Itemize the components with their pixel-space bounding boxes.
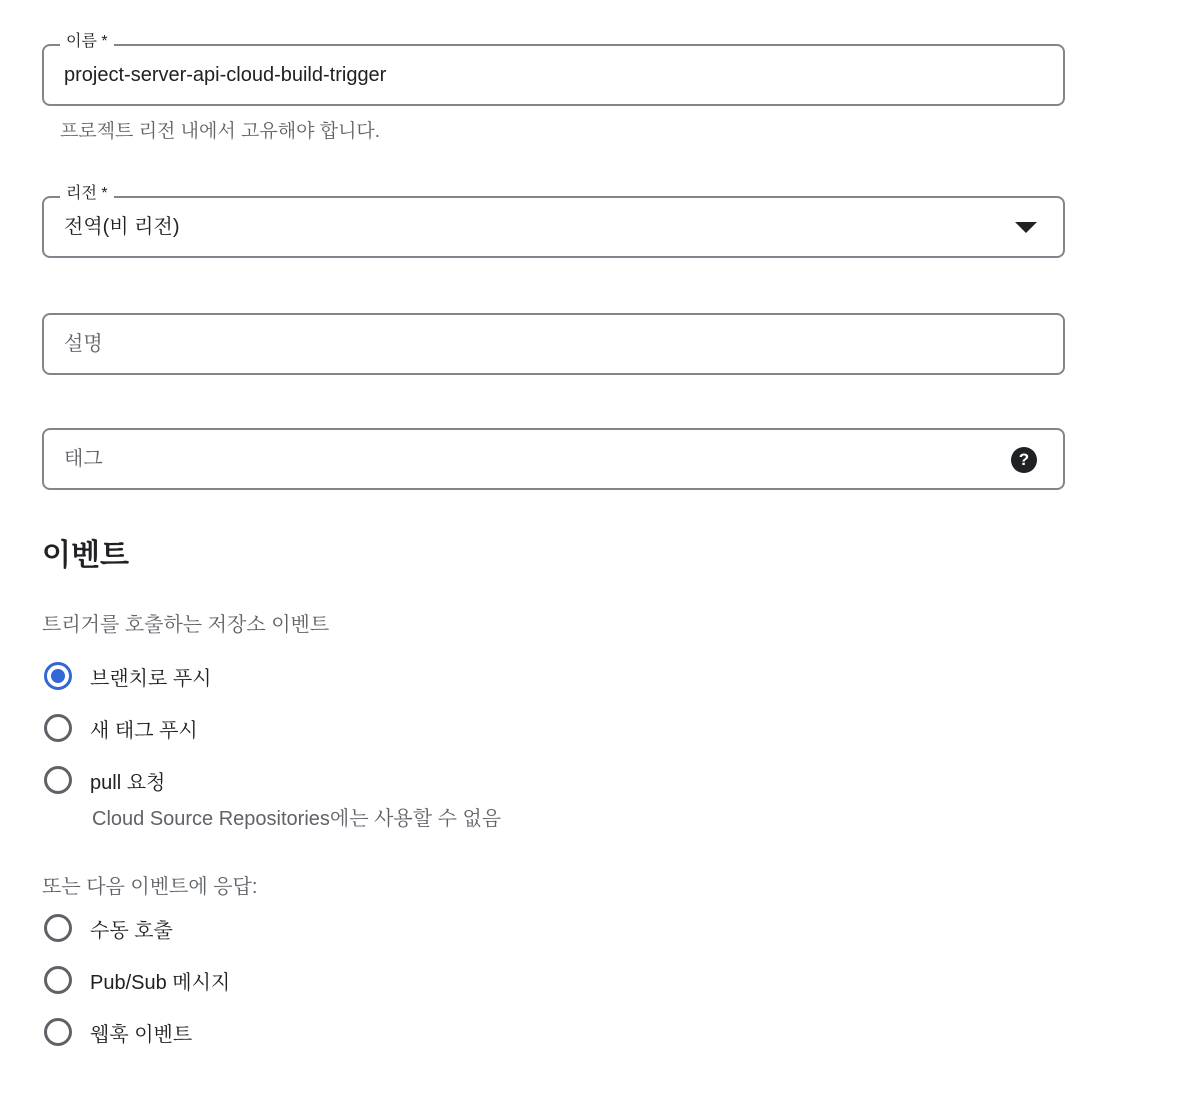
region-selected-value: 전역(비 리전) [64,216,180,238]
name-field [42,33,1065,106]
alt-event-radio-group [42,902,1110,1058]
tag-field [42,428,1065,490]
radio-pubsub-message-icon[interactable] [44,966,72,994]
radio-push-new-tag-icon[interactable] [44,714,72,742]
region-select[interactable] [42,185,1065,258]
radio-push-to-branch-label: 브랜치로 푸시 [90,667,212,690]
tag-input[interactable] [44,430,993,488]
radio-pubsub-message-label: Pub/Sub 메시지 [90,971,231,994]
radio-manual-invocation-label: 수동 호출 [90,919,173,942]
radio-row-pull-request[interactable] [44,754,1110,806]
radio-row-manual-invocation[interactable] [44,902,1110,954]
repo-event-radio-group [42,650,1110,832]
radio-webhook-event-icon[interactable] [44,1018,72,1046]
radio-row-webhook-event[interactable] [44,1006,1110,1058]
radio-pull-request-label: pull 요청 [90,771,166,794]
name-input[interactable] [44,46,993,104]
events-section-intro: 트리거를 호출하는 저장소 이벤트 [42,614,330,636]
radio-push-new-tag-label: 새 태그 푸시 [90,719,198,742]
radio-push-to-branch-icon[interactable] [44,662,72,690]
radio-pull-request-icon[interactable] [44,766,72,794]
radio-webhook-event-label: 웹훅 이벤트 [90,1023,193,1046]
dropdown-arrow-icon [1015,222,1037,233]
radio-manual-invocation-icon[interactable] [44,914,72,942]
radio-row-push-to-branch[interactable] [44,650,1110,702]
radio-row-pubsub-message[interactable] [44,954,1110,1006]
name-helper-text: 프로젝트 리전 내에서 고유해야 합니다. [60,121,381,142]
region-field-label: 리전 * [60,184,114,203]
help-icon[interactable]: ? [1011,447,1037,473]
alt-events-intro: 또는 다음 이벤트에 응답: [42,876,258,898]
events-section-heading: 이벤트 [42,539,129,572]
description-field [42,313,1065,375]
radio-row-push-new-tag[interactable] [44,702,1110,754]
description-input[interactable] [44,315,993,373]
name-field-label: 이름 * [60,32,114,51]
pull-request-note: Cloud Source Repositories에는 사용할 수 없음 [92,808,502,830]
